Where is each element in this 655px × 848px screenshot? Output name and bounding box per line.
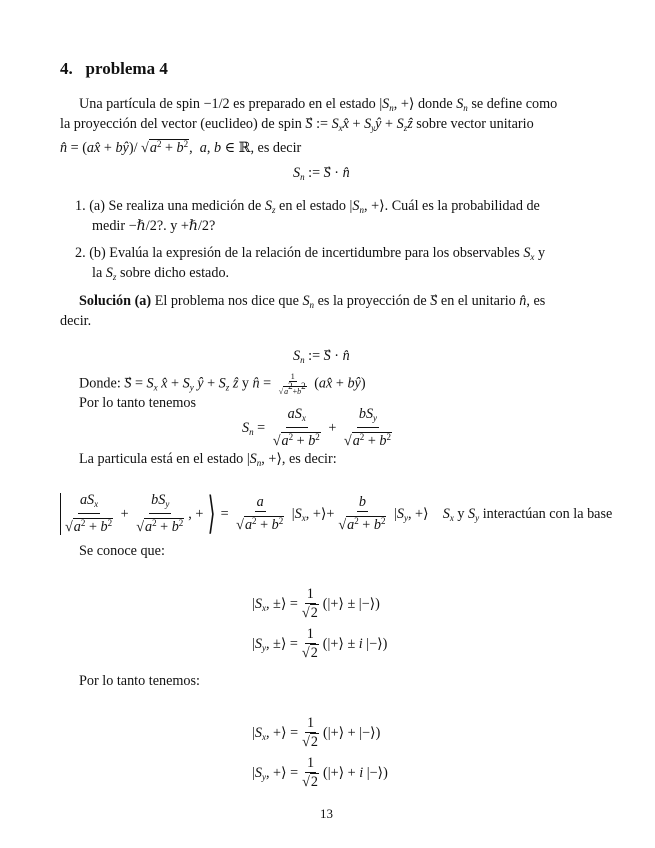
item-1-line-1: 1. (a) Se realiza una medición de $S_z$ en el estado $|S_n$, +⟩. Cuál es la probabilidad de [75, 198, 540, 215]
section-number: 4. [60, 59, 73, 78]
solution-text-5: decir. [60, 313, 92, 329]
intro-text-2: donde [414, 96, 457, 112]
solution-label: Solución (a) [79, 293, 152, 309]
item-1-text-d: medir −ℏ/2?. y +ℏ/2? [92, 218, 216, 234]
equation-sn-def: $S_n$ := S⃗ · n̂ [293, 165, 350, 182]
equation-sn-def-2: $S_n$ := S⃗ · n̂ [293, 348, 350, 365]
por-lo-tanto-line-2 [79, 673, 200, 690]
y-conjunction: y [238, 375, 253, 392]
por-lo-tanto-text: Por lo tanto tenemos [79, 395, 197, 411]
equation-sy-pm: $|S_y$, ±⟩ = $\frac{1}{√2}$ (|+⟩ ± i |−⟩) [252, 626, 388, 661]
item-1-text-b: en el estado [275, 198, 350, 214]
solution-line-1: Solución (a) El problema nos dice que $S_n$ es la proyección de S en el unitario n̂, es [79, 293, 546, 310]
item-1-text-c: . Cuál es la probabilidad de [384, 198, 540, 214]
item-2-text-a: (b) Evalúa la expresión de la relación de incertidumbre para los observables [89, 245, 524, 261]
por-lo-tanto-text-2: Por lo tanto tenemos: [79, 673, 200, 689]
unit-vector-def: n̂ = (ax̂ + bŷ)/ $√a^2 + b^2$, a, b ∈ ℝ [60, 139, 251, 156]
item-2-line-1: 2. (b) Evalúa la expresión de la relación de incertidumbre para los observables $S_x$ y [75, 245, 546, 262]
item-1-line-2 [92, 216, 215, 236]
intro-text-6: , es decir [250, 140, 302, 156]
particula-text-b: , es decir: [281, 451, 337, 467]
ket-sn-plus: $|S_n$, +⟩ [379, 96, 415, 113]
intro-text-5: sobre vector unitario [412, 116, 534, 132]
solution-text-4: , es [526, 293, 546, 309]
intro-text-4: la proyección del vector (euclideo) de spin [60, 116, 306, 132]
equation-sx-plus: $|S_x$, +⟩ = $\frac{1}{√2}$ (|+⟩ + |−⟩) [252, 715, 381, 750]
item-2-text-b: y [534, 245, 546, 261]
solution-text-3: en el unitario [437, 293, 520, 309]
intro-text-1: Una partícula de spin −1/2 es preparado en el estado [79, 96, 380, 112]
donde-label: Donde: [79, 375, 125, 392]
equation-sy-plus: $|S_y$, +⟩ = $\frac{1}{√2}$ (|+⟩ + i |−⟩) [252, 755, 388, 790]
item-2-text-d: sobre dicho estado. [116, 265, 230, 281]
spin-vector-def: S⃗ := $S_xx̂$ + $S_yŷ$ + $S_zẑ$ [305, 116, 413, 133]
equation-sx-pm: $|S_x$, ±⟩ = $\frac{1}{√2}$ (|+⟩ ± |−⟩) [252, 586, 380, 621]
ket-sn-plus-2: $|S_n$, +⟩ [349, 198, 385, 215]
donde-line: Donde: S⃗ = $S_x$ x̂ + $S_y$ ŷ + $S_z$ ẑ y n̂ = $\frac{1}{√a^2+b^2}$ (ax̂ + bŷ) [79, 372, 366, 396]
equation-ket-expansion: $\frac{aS_x}{√a^2 + b^2}$ + $\frac{bS_y}{√a^2 + b^2}$ , + ⟩ = $\frac{a}{√a^2 + b^2}$ $|S_x$, +⟩+ $\frac{b}{√a^2 + b^2}$ $|S_y$, +⟩ $S_x$ y $S_y$ interactúan con la base [60, 491, 612, 537]
interact-mid: y [453, 505, 469, 522]
intro-text-3: se define como [467, 96, 558, 112]
item-2-line-2: la $S_z$ sobre dicho estado. [92, 265, 230, 282]
item-1-text-a: (a) Se realiza una medición de [89, 198, 265, 214]
item-2-text-c: la [92, 265, 106, 281]
item-1-number: 1. [75, 198, 86, 214]
section-heading [60, 59, 168, 79]
equation-sn-expanded: $S_n$ = $\frac{aS_x}{√a^2 + b^2}$ + $\frac{bS_y}{√a^2 + b^2}$ [242, 406, 391, 449]
solution-text-1: El problema nos dice que [151, 293, 303, 309]
interact-text: interactúan con la base [479, 505, 613, 522]
solution-line-2 [60, 311, 91, 331]
por-lo-tanto-line [79, 395, 196, 412]
small-fraction: $\frac{1}{√a^2+b^2}$ [278, 372, 306, 396]
intro-line-1: Una partícula de spin −1/2 es preparado en el estado $|S_n$, +⟩ donde $S_n$ se define como [79, 96, 558, 113]
se-conoce-text: Se conoce que: [79, 543, 165, 559]
item-2-number: 2. [75, 245, 86, 261]
page-number: 13 [320, 806, 333, 821]
se-conoce-line [79, 543, 165, 560]
particula-text-a: La particula está en el estado [79, 451, 247, 467]
particula-line: La particula está en el estado $|S_n$, +⟩, es decir: [79, 451, 337, 468]
intro-line-3 [60, 134, 301, 158]
solution-text-2: es la proyección de [314, 293, 431, 309]
section-title: problema 4 [85, 59, 168, 78]
